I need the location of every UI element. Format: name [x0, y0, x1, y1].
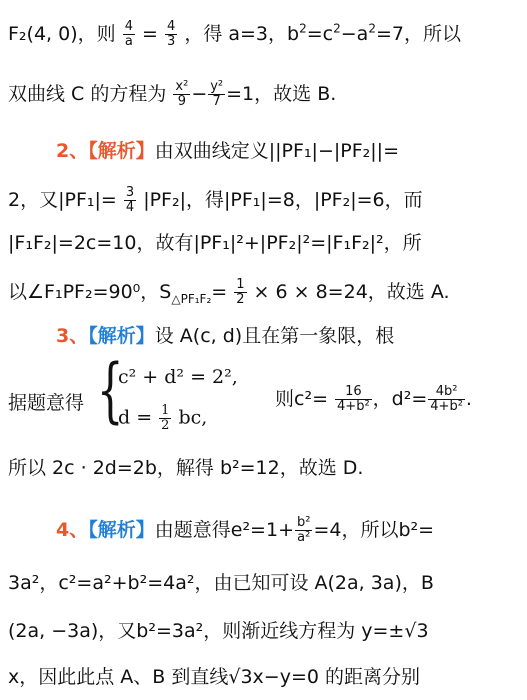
- text: =: [211, 281, 228, 303]
- left-brace-icon: {: [96, 349, 124, 431]
- problem-2-header: [8, 138, 521, 164]
- equation: d = $\frac{1}{2}$ bc,: [118, 403, 208, 433]
- text: 由题意得e²=1+: [154, 519, 294, 541]
- text: 双曲线 C 的方程为: [8, 83, 167, 105]
- text: 设 A(c, d)且在第一象限，根: [154, 325, 395, 347]
- text: ，得 a=3，b: [184, 23, 300, 45]
- text-line-12: [8, 618, 521, 644]
- text: x，因此此点 A、B 到直线√3x−y=0 的距离分别: [8, 666, 421, 688]
- text: 据题意得: [8, 392, 85, 414]
- text-line-11: [8, 570, 521, 596]
- text-line-5: [8, 230, 521, 256]
- text: 由双曲线定义||PF₁|−|PF₂||=: [154, 140, 400, 162]
- fraction: $\frac{\text{x²}}{9}$: [175, 79, 189, 109]
- analysis-tag: 【解析】: [88, 140, 155, 162]
- fraction: $\frac{1}{2}$: [236, 277, 245, 307]
- text: =7，所以: [375, 23, 461, 45]
- equation: c² + d² = 2²,: [118, 366, 238, 388]
- fraction: $\frac{4}{a}$: [124, 19, 133, 49]
- problem-number: 3、: [56, 325, 89, 347]
- problem-4-header: [8, 516, 521, 545]
- text: × 6 × 8=24，故选 A.: [253, 281, 450, 303]
- fraction: $\frac{3}{4}$: [125, 185, 135, 215]
- problem-number: 2、: [56, 140, 89, 162]
- text-line-6: [8, 278, 521, 307]
- text: 所以 2c · 2d=2b，解得 b²=12，故选 D.: [8, 457, 364, 479]
- text-line-4: [8, 186, 521, 215]
- fraction: $\frac{\text{b²}}{\text{a²}}$: [297, 515, 311, 545]
- text: 以∠F₁PF₂=90⁰，S: [8, 281, 172, 303]
- problem-number: 4、: [56, 519, 89, 541]
- fraction: $\frac{1}{2}$: [161, 403, 170, 433]
- solution-text: 则c²= $\frac{16}{\text{4+b²}}$ ，d²= $\frac{\text{4b²}}{\text{4+b²}}$ .: [275, 384, 472, 414]
- text: =: [142, 23, 158, 45]
- text: =1，故选 B.: [226, 83, 337, 105]
- fraction: $\frac{\text{4b²}}{\text{4+b²}}$: [430, 384, 463, 414]
- text: −a: [340, 23, 369, 45]
- fraction: $\frac{16}{\text{4+b²}}$: [337, 384, 370, 414]
- text-line-13: [8, 664, 521, 690]
- text: (2a, −3a)，又b²=3a²，则渐近线方程为 y=±√3: [8, 620, 429, 642]
- analysis-tag: 【解析】: [88, 519, 155, 541]
- text: 2，又|PF₁|=: [8, 189, 117, 211]
- text: |F₁F₂|=2c=10，故有|PF₁|²+|PF₂|²=|F₁F₂|²，所: [8, 232, 422, 254]
- text-line-9: [8, 455, 521, 481]
- fraction: $\frac{\text{y²}}{7}$: [210, 79, 224, 109]
- text: 3a²，c²=a²+b²=4a²，由已知可设 A(2a, 3a)，B: [8, 572, 434, 594]
- text: |PF₂|，得|PF₁|=8，|PF₂|=6，而: [143, 189, 423, 211]
- analysis-tag: 【解析】: [88, 325, 155, 347]
- text: F₂(4, 0)，则: [8, 23, 116, 45]
- subscript: △PF₁F₂: [171, 291, 212, 306]
- text: =c: [306, 23, 334, 45]
- problem-3-header: [8, 323, 521, 349]
- text-line-1: F₂(4, 0)，则 $\frac{4}{a}$ = $\frac{4}{3}$ ，得 a=3，$b^2=c^2-a^2=7$，所以: [8, 19, 461, 49]
- text-line-2: 双曲线 C 的方程为 $\frac{\text{x²}}{9}$ − $\frac{\text{y²}}{7}$ =1，故选 B.: [8, 79, 337, 109]
- fraction: $\frac{4}{3}$: [166, 19, 176, 49]
- text: =4，所以b²=: [313, 519, 435, 541]
